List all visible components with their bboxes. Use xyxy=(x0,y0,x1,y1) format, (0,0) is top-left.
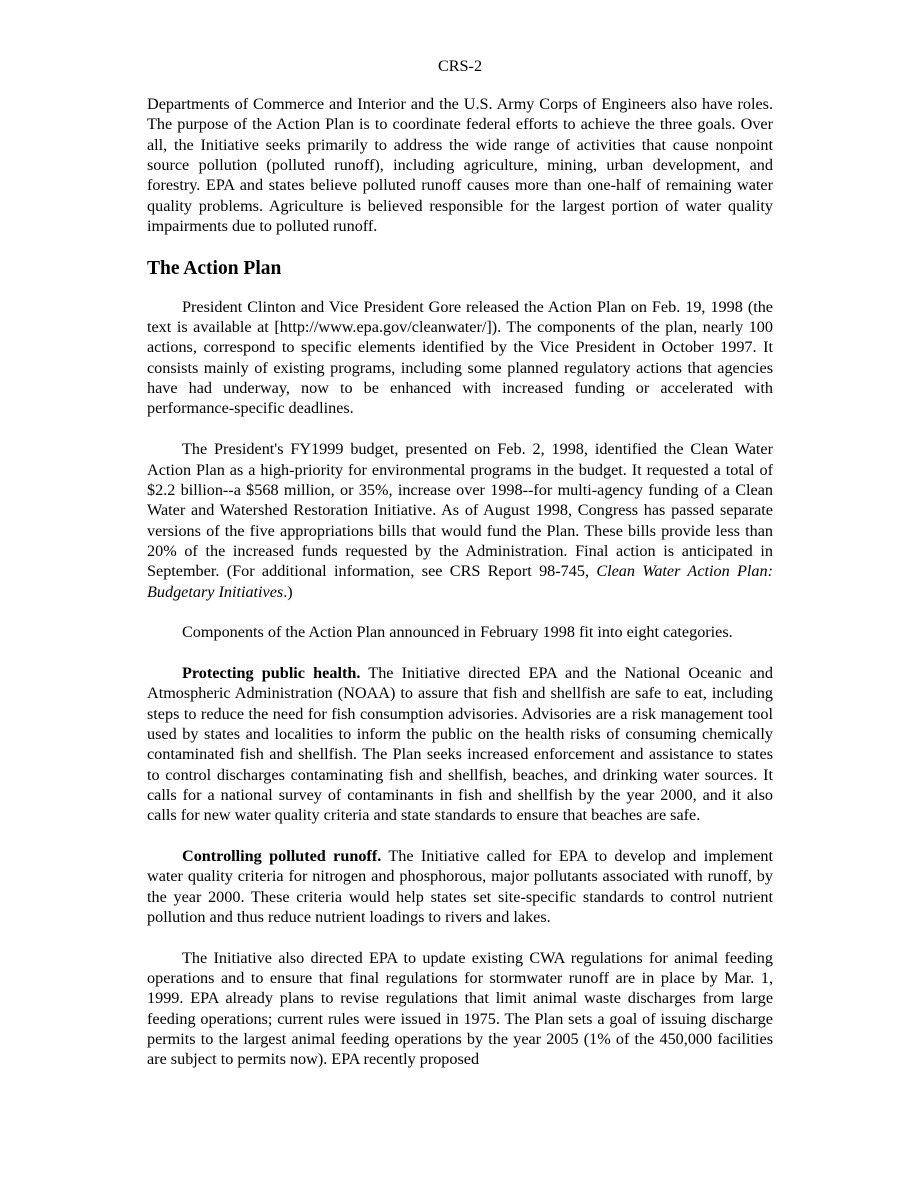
action-plan-release-paragraph: President Clinton and Vice President Gore released the Action Plan on Feb. 19, 1998 (the text is available at [http://www.epa.gov/cleanwater/]). The components of the plan, nearly 100 actions, correspond to specific elements identified by the Vice President in October 1997. It consists mainly of existing programs, including some planned regulatory actions that agencies have had underway, now to be enhanced with increased funding or accelerated with performance-specific deadlines. xyxy=(147,297,773,418)
polluted-runoff-lead: Controlling polluted runoff. xyxy=(182,847,382,866)
components-paragraph: Components of the Action Plan announced in February 1998 fit into eight categories. xyxy=(182,623,733,642)
document-page xyxy=(147,56,773,1070)
public-health-paragraph xyxy=(147,663,773,826)
page-number-header: CRS-2 xyxy=(437,57,483,75)
report-title: Clean Water Action Plan: Budgetary Initiatives xyxy=(147,562,773,601)
budget-paragraph xyxy=(147,439,773,602)
budget-paragraph-text: The President's FY1999 budget, presented on Feb. 2, 1998, identified the Clean Water Action Plan as a high-priority for environmental programs in the budget. It requested a total of $2.2 billion--a $568 million, or 35%, increase over 1998--for multi-agency funding of a Clean Water and Watershed Restoration Initiative. As of August 1998, Congress has passed separate versions of the five appropriations bills that would fund the Plan. These bills provide less than 20% of the increased funds requested by the Administration. Final action is anticipated in September. (For additional information, see CRS Report 98-745, xyxy=(147,440,773,581)
public-health-lead: Protecting public health. xyxy=(182,663,361,682)
animal-feeding-paragraph: The Initiative also directed EPA to update existing CWA regulations for animal feeding operations and to ensure that final regulations for stormwater runoff are in place by Mar. 1, 1999. EPA already plans to revise regulations that limit animal waste discharges from large feeding operations; current rules were issued in 1975. The Plan sets a goal of issuing discharge permits to the largest animal feeding operations by the year 2005 (1% of the 450,000 facilities are subject to permits now). EPA recently proposed xyxy=(147,948,773,1069)
polluted-runoff-paragraph xyxy=(147,846,773,927)
polluted-runoff-text: The Initiative called for EPA to develop and implement water quality criteria for nitrogen and phosphorous, major pollutants associated with runoff, by the year 2000. These criteria would help states set site-specific standards to control nutrient pollution and thus reduce nutrient loadings to rivers and lakes. xyxy=(147,847,773,927)
section-heading: The Action Plan xyxy=(147,257,282,279)
public-health-text: The Initiative directed EPA and the National Oceanic and Atmospheric Administration (NOAA) to assure that fish and shellfish are safe to eat, including steps to reduce the need for fish consumption advisories. Advisories are a risk management tool used by states and localities to inform the public on the health risks of consuming chemically contaminated fish and shellfish. The Plan seeks increased enforcement and assistance to states to control discharges contaminating fish and shellfish, beaches, and drinking water sources. It calls for a national survey of contaminants in fish and shellfish by the year 2000, and it also calls for new water quality criteria and state standards to ensure that beaches are safe. xyxy=(147,663,773,825)
intro-paragraph: Departments of Commerce and Interior and the U.S. Army Corps of Engineers also have roles. The purpose of the Action Plan is to coordinate federal efforts to achieve the three goals. Over all, the Initiative seeks primarily to address the wide range of activities that cause nonpoint source pollution (polluted runoff), including agriculture, mining, urban development, and forestry. EPA and states believe polluted runoff causes more than one-half of remaining water quality problems. Agriculture is believed responsible for the largest portion of water quality impairments due to polluted runoff. xyxy=(147,95,773,236)
budget-paragraph-end: .) xyxy=(283,582,293,601)
